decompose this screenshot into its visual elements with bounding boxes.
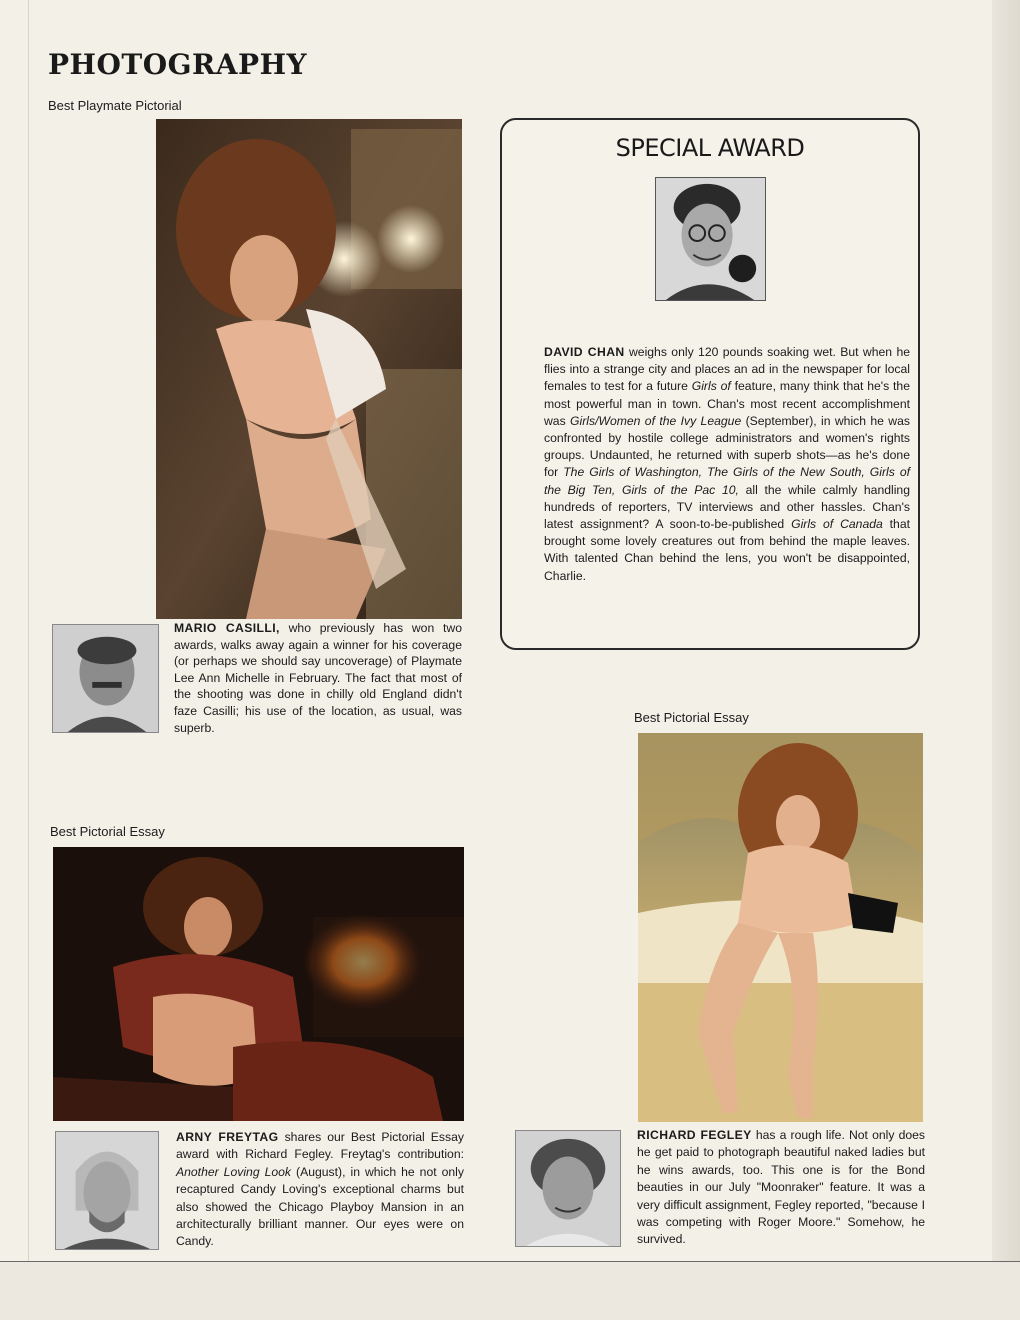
fegley-portrait-illustration — [516, 1131, 620, 1246]
freytag-name: ARNY FREYTAG — [176, 1130, 279, 1144]
casilli-portrait-illustration — [53, 625, 158, 732]
fegley-bio — [637, 1127, 925, 1249]
chan-bio — [544, 344, 910, 585]
playmate-photo — [156, 119, 462, 619]
chan-bio-text: all the while calmly handling hundreds of reporters, TV interviews and other hassles. Chan's latest assignment? A soon-to-be-published — [544, 482, 910, 532]
chan-bio-italic: The Girls of Washington, The Girls of the New South, Girls of the Big Ten, Girls of the Pac 10, — [544, 465, 911, 497]
freytag-photo — [53, 847, 464, 1121]
freytag-bio-text: (August), in which he not only recaptured Candy Loving's exceptional charms but also showed the Chicago Playboy Mansion in an architecturally brilliant manner. Our eyes were on Candy. — [176, 1164, 464, 1249]
chan-bio-italic: Girls of Canada — [791, 517, 883, 532]
fegley-photo-illustration — [638, 733, 923, 1122]
casilli-bio-text: who previously has won two awards, walks away again a winner for his coverage (or perhaps we should say uncoverage) of Playmate Lee Ann Michelle in February. The fact that most of the shooting was done in chilly old England didn't faze Casilli; his use of the location, as usual, was superb. — [174, 621, 462, 735]
freytag-photo-illustration — [53, 847, 464, 1121]
chan-portrait-illustration — [656, 178, 765, 300]
freytag-bio — [176, 1129, 464, 1251]
playmate-category-label: Best Playmate Pictorial — [48, 98, 182, 113]
casilli-bio — [174, 620, 462, 736]
chan-portrait — [655, 177, 766, 301]
fegley-category-label: Best Pictorial Essay — [634, 710, 749, 725]
chan-bio-italic: Girls/Women of the Ivy League — [570, 413, 742, 428]
page-edge — [992, 0, 1020, 1320]
fegley-photo — [638, 733, 923, 1122]
freytag-portrait-illustration — [56, 1132, 158, 1249]
freytag-bio-text: shares our Best Pictorial Essay award with Richard Fegley. Freytag's contribution: — [176, 1130, 464, 1162]
chan-bio-italic: Girls of — [691, 379, 731, 394]
special-award-title: SPECIAL AWARD — [615, 134, 805, 162]
chan-bio-text: weighs only 120 pounds soaking wet. But when he flies into a strange city and places an ad in the newspaper for local females to test for a future — [544, 345, 910, 394]
page-bottom-margin — [0, 1261, 1020, 1320]
freytag-category-label: Best Pictorial Essay — [50, 824, 165, 839]
page-gutter — [28, 0, 29, 1320]
freytag-portrait — [55, 1131, 159, 1250]
fegley-name: RICHARD FEGLEY — [637, 1128, 752, 1142]
fegley-portrait — [515, 1130, 621, 1247]
casilli-portrait — [52, 624, 159, 733]
chan-name: DAVID CHAN — [544, 345, 625, 359]
page-title: PHOTOGRAPHY — [48, 48, 308, 81]
chan-bio-text: feature, many think that he's the most powerful man in town. Chan's most recent accomplishment was — [544, 379, 910, 428]
chan-bio-text: (September), in which he was confronted by hostile college administrators and women's rights groups. Undaunted, he returned with superb shots—as he's done for — [544, 413, 910, 480]
casilli-name: MARIO CASILLI, — [174, 621, 280, 635]
playmate-photo-illustration — [156, 119, 462, 619]
freytag-bio-italic: Another Loving Look — [176, 1164, 292, 1179]
fegley-bio-text: has a rough life. Not only does he get paid to photograph beautiful naked ladies but he wins awards, too. This one is for the Bond beauties in our July "Moonraker" feature. It was a very difficult assignment, Fegley reported, "because I was competing with Roger Moore." Somehow, he survived. — [637, 1128, 925, 1247]
chan-bio-text: that brought some lovely creatures out from behind the maple leaves. With talented Chan behind the lens, you won't be disappointed, Charlie. — [544, 517, 911, 583]
